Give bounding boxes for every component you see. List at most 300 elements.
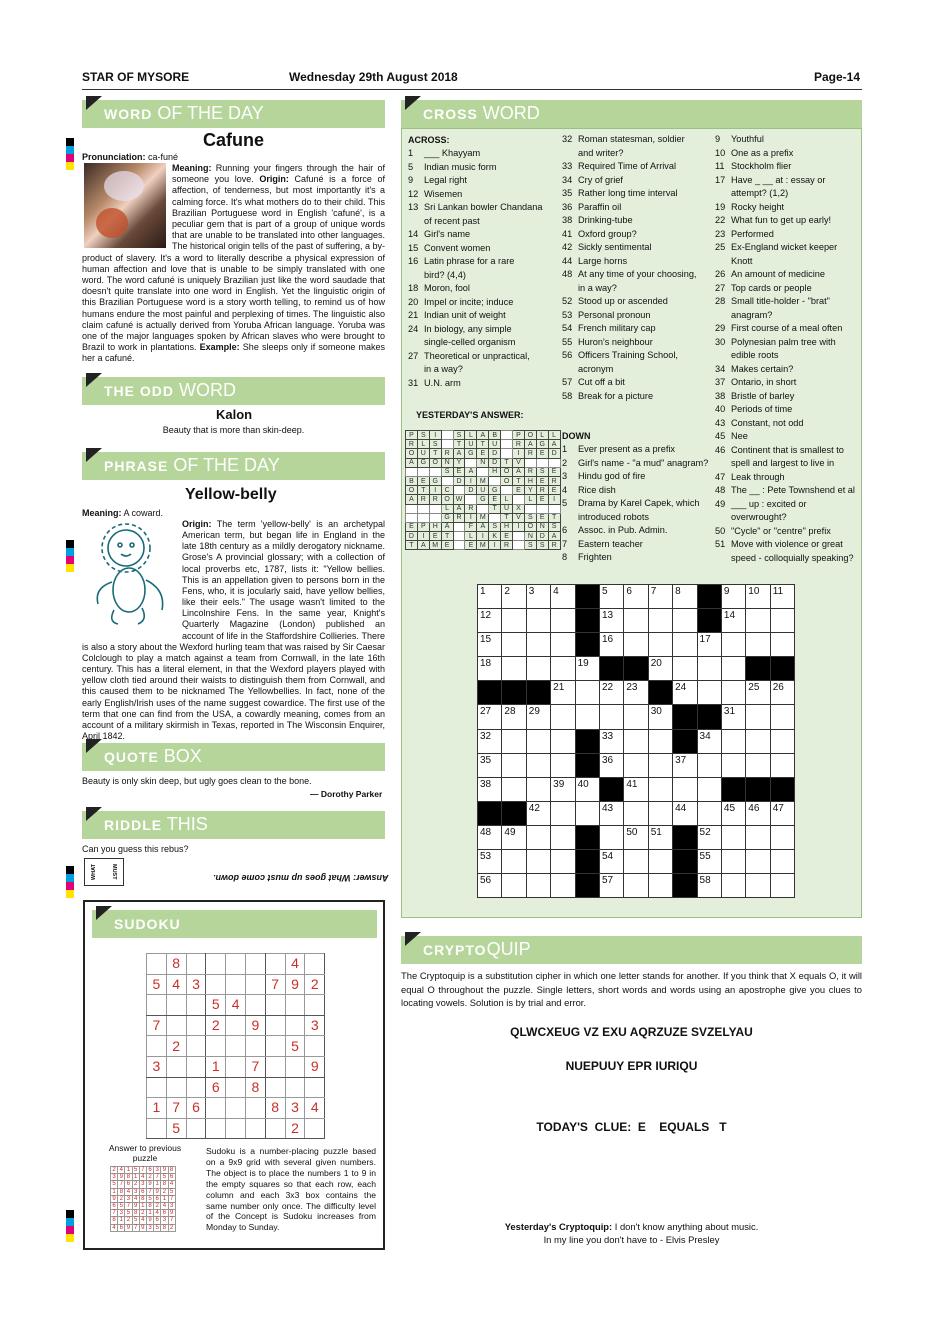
grid-cell[interactable] — [245, 995, 265, 1016]
grid-cell[interactable] — [673, 777, 697, 801]
grid-cell[interactable] — [186, 1036, 206, 1057]
cryptoquip-bar: CRYPTOQUIP — [401, 936, 862, 964]
grid-cell[interactable]: 7 — [648, 585, 672, 609]
grid-cell[interactable]: 48 — [478, 825, 502, 849]
grid-cell — [502, 801, 526, 825]
grid-cell[interactable] — [551, 850, 575, 874]
grid-cell: N — [477, 458, 489, 467]
grid-cell[interactable] — [226, 1098, 246, 1119]
clue-cont: of recent past — [424, 215, 480, 226]
grid-cell: 4 — [112, 1224, 116, 1231]
grid-cell[interactable] — [575, 705, 599, 729]
grid-cell[interactable] — [648, 801, 672, 825]
grid-cell[interactable]: 39 — [551, 777, 575, 801]
grid-cell[interactable] — [624, 753, 648, 777]
grid-cell[interactable] — [265, 954, 285, 975]
grid-cell — [575, 585, 599, 609]
grid-cell[interactable] — [599, 705, 623, 729]
grid-cell — [453, 522, 465, 531]
grid-cell[interactable] — [265, 1056, 285, 1077]
grid-cell[interactable] — [770, 850, 794, 874]
grid-cell[interactable] — [551, 609, 575, 633]
grid-cell[interactable] — [770, 825, 794, 849]
grid-cell[interactable] — [206, 1098, 226, 1119]
grid-cell[interactable] — [147, 995, 167, 1016]
grid-cell[interactable] — [551, 633, 575, 657]
grid-cell[interactable] — [770, 729, 794, 753]
grid-cell[interactable] — [502, 633, 526, 657]
grid-cell[interactable] — [575, 681, 599, 705]
grid-cell[interactable] — [226, 954, 246, 975]
grid-cell[interactable] — [697, 753, 721, 777]
grid-cell: T — [489, 504, 501, 513]
grid-cell[interactable] — [226, 1056, 246, 1077]
grid-cell[interactable]: 3 — [147, 1056, 167, 1077]
grid-cell[interactable] — [226, 1118, 246, 1139]
grid-cell[interactable]: 28 — [502, 705, 526, 729]
cryptoquip-line-2: NUEPUUY EPR IURIQU — [565, 1059, 698, 1073]
grid-cell[interactable] — [648, 777, 672, 801]
clue-29: 29 First course of a meal often — [715, 323, 843, 333]
grid-cell[interactable]: 1 — [206, 1056, 226, 1077]
grid-cell: T — [406, 541, 418, 550]
grid-cell: T — [501, 458, 513, 467]
grid-cell[interactable] — [721, 753, 745, 777]
grid-cell[interactable] — [502, 874, 526, 898]
grid-cell: X — [513, 504, 525, 513]
grid-cell[interactable] — [624, 874, 648, 898]
grid-cell[interactable] — [305, 1077, 325, 1098]
grid-cell — [406, 467, 418, 476]
grid-cell[interactable] — [305, 1036, 325, 1057]
riddle-bar: RIDDLE THIS — [82, 811, 385, 839]
grid-cell[interactable] — [226, 974, 246, 995]
clue-34: 34 Cry of grief — [562, 174, 623, 185]
grid-cell[interactable]: 5 — [206, 995, 226, 1016]
grid-cell: 1 — [112, 1188, 116, 1195]
grid-cell[interactable]: 30 — [648, 705, 672, 729]
grid-cell[interactable] — [526, 753, 550, 777]
grid-cell[interactable] — [673, 657, 697, 681]
clue-21: 21 Indian unit of weight — [408, 310, 506, 320]
grid-cell[interactable] — [746, 874, 770, 898]
grid-cell[interactable] — [245, 1036, 265, 1057]
grid-cell[interactable]: 45 — [721, 801, 745, 825]
grid-cell[interactable]: 36 — [599, 753, 623, 777]
grid-cell[interactable] — [697, 777, 721, 801]
grid-cell[interactable] — [265, 995, 285, 1016]
grid-cell: N — [524, 532, 536, 541]
grid-cell[interactable]: 51 — [648, 825, 672, 849]
grid-cell[interactable] — [746, 633, 770, 657]
grid-cell[interactable] — [502, 850, 526, 874]
grid-cell[interactable]: 7 — [147, 1015, 167, 1036]
grid-cell[interactable] — [526, 825, 550, 849]
grid-cell[interactable]: 7 — [166, 1098, 186, 1119]
grid-cell[interactable] — [697, 801, 721, 825]
grid-cell: S — [453, 431, 465, 440]
grid-cell[interactable] — [526, 850, 550, 874]
grid-cell: 4 — [169, 1181, 174, 1188]
grid-cell[interactable] — [551, 801, 575, 825]
grid-cell: R — [536, 486, 548, 495]
grid-cell[interactable] — [502, 729, 526, 753]
grid-cell[interactable]: 53 — [478, 850, 502, 874]
grid-cell[interactable] — [746, 609, 770, 633]
header-rule — [82, 89, 862, 90]
grid-cell[interactable]: 5 — [285, 1036, 305, 1057]
grid-cell[interactable] — [147, 1036, 167, 1057]
grid-cell: L — [536, 431, 548, 440]
grid-cell[interactable]: 21 — [551, 681, 575, 705]
rebus-image: WHAT MUST — [84, 858, 124, 886]
grid-cell — [575, 609, 599, 633]
grid-cell[interactable] — [166, 995, 186, 1016]
grid-cell[interactable] — [186, 1015, 206, 1036]
clue-38: 38 Bristle of barley — [715, 390, 795, 401]
grid-cell: U — [489, 440, 501, 449]
crossword-grid[interactable] — [477, 584, 795, 898]
grid-cell[interactable] — [697, 681, 721, 705]
grid-cell — [770, 657, 794, 681]
grid-cell[interactable] — [551, 729, 575, 753]
grid-cell — [501, 486, 513, 495]
grid-cell[interactable] — [624, 801, 648, 825]
grid-cell[interactable]: 8 — [265, 1098, 285, 1119]
grid-cell: A — [417, 541, 429, 550]
grid-cell[interactable]: 35 — [478, 753, 502, 777]
grid-cell[interactable] — [285, 1056, 305, 1077]
grid-cell[interactable]: 41 — [624, 777, 648, 801]
grid-cell[interactable] — [265, 1015, 285, 1036]
grid-cell[interactable] — [166, 1056, 186, 1077]
grid-cell[interactable]: 2 — [502, 585, 526, 609]
grid-cell — [453, 486, 465, 495]
grid-cell: G — [477, 495, 489, 504]
yesterday-answer-label: YESTERDAY'S ANSWER: — [416, 410, 524, 420]
clue-16: 16 Latin phrase for a rare — [408, 256, 515, 266]
grid-cell[interactable]: 56 — [478, 874, 502, 898]
grid-cell[interactable]: 1 — [478, 585, 502, 609]
grid-cell[interactable] — [502, 657, 526, 681]
grid-cell: I — [489, 541, 501, 550]
grid-cell — [501, 449, 513, 458]
grid-cell[interactable] — [186, 1118, 206, 1139]
grid-cell[interactable]: 26 — [770, 681, 794, 705]
grid-cell[interactable] — [770, 633, 794, 657]
grid-cell[interactable] — [551, 657, 575, 681]
grid-cell[interactable] — [526, 729, 550, 753]
grid-cell[interactable]: 27 — [478, 705, 502, 729]
grid-cell[interactable]: 25 — [746, 681, 770, 705]
grid-cell[interactable]: 6 — [624, 585, 648, 609]
grid-cell: S — [524, 541, 536, 550]
grid-cell[interactable] — [624, 705, 648, 729]
grid-cell: 5 — [155, 1224, 159, 1231]
grid-cell: E — [536, 513, 548, 522]
grid-cell: D — [489, 449, 501, 458]
grid-cell[interactable]: 2 — [166, 1036, 186, 1057]
grid-cell[interactable]: 37 — [673, 753, 697, 777]
grid-cell: D — [465, 486, 477, 495]
clue-37: 37 Ontario, in short — [715, 377, 797, 387]
grid-cell[interactable] — [648, 874, 672, 898]
grid-cell[interactable]: 43 — [599, 801, 623, 825]
grid-cell[interactable] — [166, 1015, 186, 1036]
grid-cell[interactable] — [648, 609, 672, 633]
grid-cell[interactable]: 4 — [551, 585, 575, 609]
grid-cell[interactable] — [526, 633, 550, 657]
grid-cell[interactable]: 1 — [147, 1098, 167, 1119]
page-number: Page-14 — [814, 70, 861, 84]
grid-cell[interactable] — [721, 657, 745, 681]
grid-cell[interactable] — [147, 954, 167, 975]
grid-cell[interactable]: 4 — [166, 974, 186, 995]
grid-cell[interactable] — [624, 633, 648, 657]
grid-cell[interactable] — [265, 1118, 285, 1139]
grid-cell[interactable]: 7 — [245, 1056, 265, 1077]
grid-cell[interactable] — [551, 825, 575, 849]
grid-cell[interactable]: 4 — [305, 1098, 325, 1119]
grid-cell[interactable]: 9 — [721, 585, 745, 609]
clue-41: 41 Oxford group? — [562, 228, 637, 239]
grid-cell[interactable] — [245, 954, 265, 975]
grid-cell[interactable] — [265, 1077, 285, 1098]
grid-cell[interactable] — [226, 1015, 246, 1036]
grid-cell — [417, 504, 429, 513]
clue-58: 58 Break for a picture — [562, 390, 654, 401]
grid-cell[interactable] — [305, 954, 325, 975]
grid-cell[interactable]: 5 — [166, 1118, 186, 1139]
grid-cell[interactable] — [770, 874, 794, 898]
grid-cell: O — [406, 449, 418, 458]
grid-cell[interactable]: 18 — [478, 657, 502, 681]
grid-cell[interactable]: 34 — [697, 729, 721, 753]
word-of-day-bar: WORD OF THE DAY — [82, 100, 385, 128]
grid-cell[interactable]: 5 — [599, 585, 623, 609]
grid-cell: M — [477, 541, 489, 550]
grid-cell[interactable]: 24 — [673, 681, 697, 705]
grid-cell — [477, 467, 489, 476]
grid-cell[interactable] — [305, 1118, 325, 1139]
grid-cell[interactable]: 22 — [599, 681, 623, 705]
grid-cell[interactable] — [648, 753, 672, 777]
grid-cell[interactable]: 8 — [166, 954, 186, 975]
grid-cell[interactable]: 4 — [285, 954, 305, 975]
clue-44: 44 Large horns — [562, 255, 628, 266]
grid-cell: 4 — [162, 1203, 167, 1210]
grid-cell[interactable]: 46 — [746, 801, 770, 825]
grid-cell[interactable] — [502, 777, 526, 801]
grid-cell[interactable] — [186, 1056, 206, 1077]
clue-9: 9 Legal right — [408, 175, 467, 185]
clue-cont: overwrought? — [731, 512, 787, 522]
grid-cell[interactable]: 47 — [770, 801, 794, 825]
grid-cell[interactable] — [746, 705, 770, 729]
grid-cell: U — [417, 449, 429, 458]
grid-cell[interactable]: 23 — [624, 681, 648, 705]
grid-cell[interactable] — [624, 609, 648, 633]
grid-cell[interactable] — [206, 1118, 226, 1139]
grid-cell[interactable] — [147, 1118, 167, 1139]
clue-12: 12 Wisemen — [408, 188, 463, 199]
grid-cell[interactable] — [226, 1077, 246, 1098]
grid-cell[interactable]: 8 — [673, 585, 697, 609]
grid-cell[interactable]: 49 — [502, 825, 526, 849]
grid-cell[interactable] — [551, 705, 575, 729]
grid-cell[interactable]: 44 — [673, 801, 697, 825]
grid-cell[interactable] — [305, 995, 325, 1016]
grid-cell[interactable]: 55 — [697, 850, 721, 874]
grid-cell[interactable] — [186, 954, 206, 975]
grid-cell[interactable] — [648, 633, 672, 657]
grid-cell[interactable]: 5 — [147, 974, 167, 995]
grid-cell[interactable]: 7 — [265, 974, 285, 995]
grid-cell: A — [453, 504, 465, 513]
grid-cell[interactable] — [697, 657, 721, 681]
grid-cell[interactable] — [526, 874, 550, 898]
grid-cell[interactable]: 17 — [697, 633, 721, 657]
grid-cell[interactable]: 2 — [285, 1118, 305, 1139]
grid-cell[interactable]: 6 — [206, 1077, 226, 1098]
grid-cell[interactable] — [206, 1036, 226, 1057]
grid-cell[interactable]: 40 — [575, 777, 599, 801]
grid-cell[interactable]: 31 — [721, 705, 745, 729]
grid-cell: 1 — [162, 1195, 167, 1202]
grid-cell[interactable] — [575, 801, 599, 825]
grid-cell[interactable]: 11 — [770, 585, 794, 609]
grid-cell[interactable]: 14 — [721, 609, 745, 633]
grid-cell[interactable]: 19 — [575, 657, 599, 681]
grid-cell[interactable] — [285, 1077, 305, 1098]
grid-cell[interactable] — [648, 729, 672, 753]
grid-cell[interactable]: 3 — [285, 1098, 305, 1119]
grid-cell — [429, 513, 441, 522]
grid-cell[interactable] — [551, 874, 575, 898]
grid-cell[interactable] — [599, 825, 623, 849]
grid-cell: L — [441, 504, 453, 513]
grid-cell[interactable]: 42 — [526, 801, 550, 825]
sudoku-grid[interactable] — [146, 953, 325, 1139]
grid-cell[interactable] — [770, 609, 794, 633]
grid-cell[interactable]: 15 — [478, 633, 502, 657]
grid-cell[interactable] — [206, 954, 226, 975]
grid-cell[interactable] — [551, 753, 575, 777]
clue-15: 15 Convent women — [408, 242, 491, 253]
grid-cell[interactable]: 13 — [599, 609, 623, 633]
grid-cell[interactable] — [147, 1077, 167, 1098]
grid-cell: T — [441, 532, 453, 541]
grid-cell[interactable] — [746, 825, 770, 849]
grid-cell[interactable] — [624, 850, 648, 874]
grid-cell[interactable] — [721, 850, 745, 874]
grid-cell[interactable]: 29 — [526, 705, 550, 729]
grid-cell[interactable] — [721, 825, 745, 849]
grid-cell[interactable] — [265, 1036, 285, 1057]
grid-cell: E — [536, 495, 548, 504]
grid-cell[interactable] — [245, 1118, 265, 1139]
grid-cell[interactable]: 32 — [478, 729, 502, 753]
grid-cell[interactable] — [245, 974, 265, 995]
grid-cell[interactable]: 3 — [305, 1015, 325, 1036]
grid-cell[interactable] — [526, 777, 550, 801]
grid-cell[interactable]: 52 — [697, 825, 721, 849]
grid-cell: 1 — [133, 1174, 138, 1181]
grid-cell[interactable] — [166, 1077, 186, 1098]
grid-cell: 4 — [141, 1174, 145, 1181]
grid-cell[interactable]: 57 — [599, 874, 623, 898]
grid-cell[interactable]: 9 — [305, 1056, 325, 1077]
word-of-day-body: Meaning: Running your fingers through the hair of someone you love. Origin: Cafuné is a force of affection, of tenderness, but most importantly it's a calming force. It's what mothers do to their child. This Brazilian Portuguese word in English 'cafuné', is a peculiar gem that is part of a group of unique words that are unable to be translated into other languages. The historical origin tells of the past of suffering, a by-product of slavery. It's a word to literally describe a physical expression of human affection and love that is unable to be simply translated with one word. The word cafuné is uniquely Brazilian just like the word saudade that doesn't quite translate into one word in English. Yet the linguistic origin of this Brazilian Portuguese word is a story worth telling, to remind us of how humans endure the most painful and perplexing of times. The linguistic also claim cafuné is actually derived from Yoruba African language. Yoruba was one of the major languages spoken by African slaves who were brought to Brazil to work in plantations. Example: She sleeps only if someone makes her a cafuné. — [82, 163, 386, 364]
grid-cell[interactable]: 50 — [624, 825, 648, 849]
grid-cell[interactable] — [502, 753, 526, 777]
grid-cell[interactable] — [226, 1036, 246, 1057]
grid-cell[interactable] — [526, 657, 550, 681]
grid-cell[interactable] — [245, 1098, 265, 1119]
grid-cell: B — [489, 431, 501, 440]
grid-cell[interactable]: 9 — [285, 974, 305, 995]
grid-cell[interactable]: 8 — [245, 1077, 265, 1098]
grid-cell[interactable]: 12 — [478, 609, 502, 633]
grid-cell[interactable] — [721, 729, 745, 753]
grid-cell: R — [441, 449, 453, 458]
grid-cell[interactable] — [673, 633, 697, 657]
grid-cell[interactable] — [746, 753, 770, 777]
grid-cell[interactable] — [186, 1077, 206, 1098]
clue-cont: introduced robots — [578, 511, 649, 522]
clue-27: 27 Theoretical or unpractical, — [408, 350, 530, 361]
grid-cell[interactable] — [673, 609, 697, 633]
grid-cell[interactable]: 3 — [526, 585, 550, 609]
grid-cell[interactable]: 54 — [599, 850, 623, 874]
grid-cell[interactable]: 4 — [226, 995, 246, 1016]
grid-cell[interactable]: 20 — [648, 657, 672, 681]
grid-cell[interactable] — [721, 874, 745, 898]
grid-cell[interactable]: 2 — [206, 1015, 226, 1036]
grid-cell[interactable]: 16 — [599, 633, 623, 657]
grid-cell[interactable]: 3 — [186, 974, 206, 995]
grid-cell: 8 — [148, 1203, 152, 1210]
grid-cell: H — [489, 467, 501, 476]
grid-cell[interactable] — [624, 729, 648, 753]
grid-cell[interactable]: 9 — [245, 1015, 265, 1036]
clue-cont: and writer? — [578, 147, 624, 158]
grid-cell[interactable] — [285, 1015, 305, 1036]
grid-cell[interactable] — [770, 753, 794, 777]
clue-56: 56 Officers Training School, — [562, 350, 678, 360]
grid-cell[interactable]: 6 — [186, 1098, 206, 1119]
grid-cell[interactable] — [285, 995, 305, 1016]
grid-cell[interactable] — [721, 633, 745, 657]
grid-cell[interactable] — [206, 974, 226, 995]
grid-cell[interactable]: 58 — [697, 874, 721, 898]
grid-cell: R — [465, 504, 477, 513]
grid-cell[interactable] — [648, 850, 672, 874]
grid-cell[interactable] — [746, 850, 770, 874]
grid-cell[interactable] — [721, 681, 745, 705]
grid-cell: R — [524, 449, 536, 458]
grid-cell[interactable] — [502, 609, 526, 633]
sudoku-bar: SUDOKU — [92, 910, 377, 938]
grid-cell[interactable] — [526, 609, 550, 633]
grid-cell[interactable]: 10 — [746, 585, 770, 609]
grid-cell[interactable]: 38 — [478, 777, 502, 801]
grid-cell[interactable] — [746, 729, 770, 753]
grid-cell[interactable] — [186, 995, 206, 1016]
grid-cell[interactable]: 2 — [305, 974, 325, 995]
grid-cell[interactable]: 33 — [599, 729, 623, 753]
grid-cell[interactable] — [770, 705, 794, 729]
